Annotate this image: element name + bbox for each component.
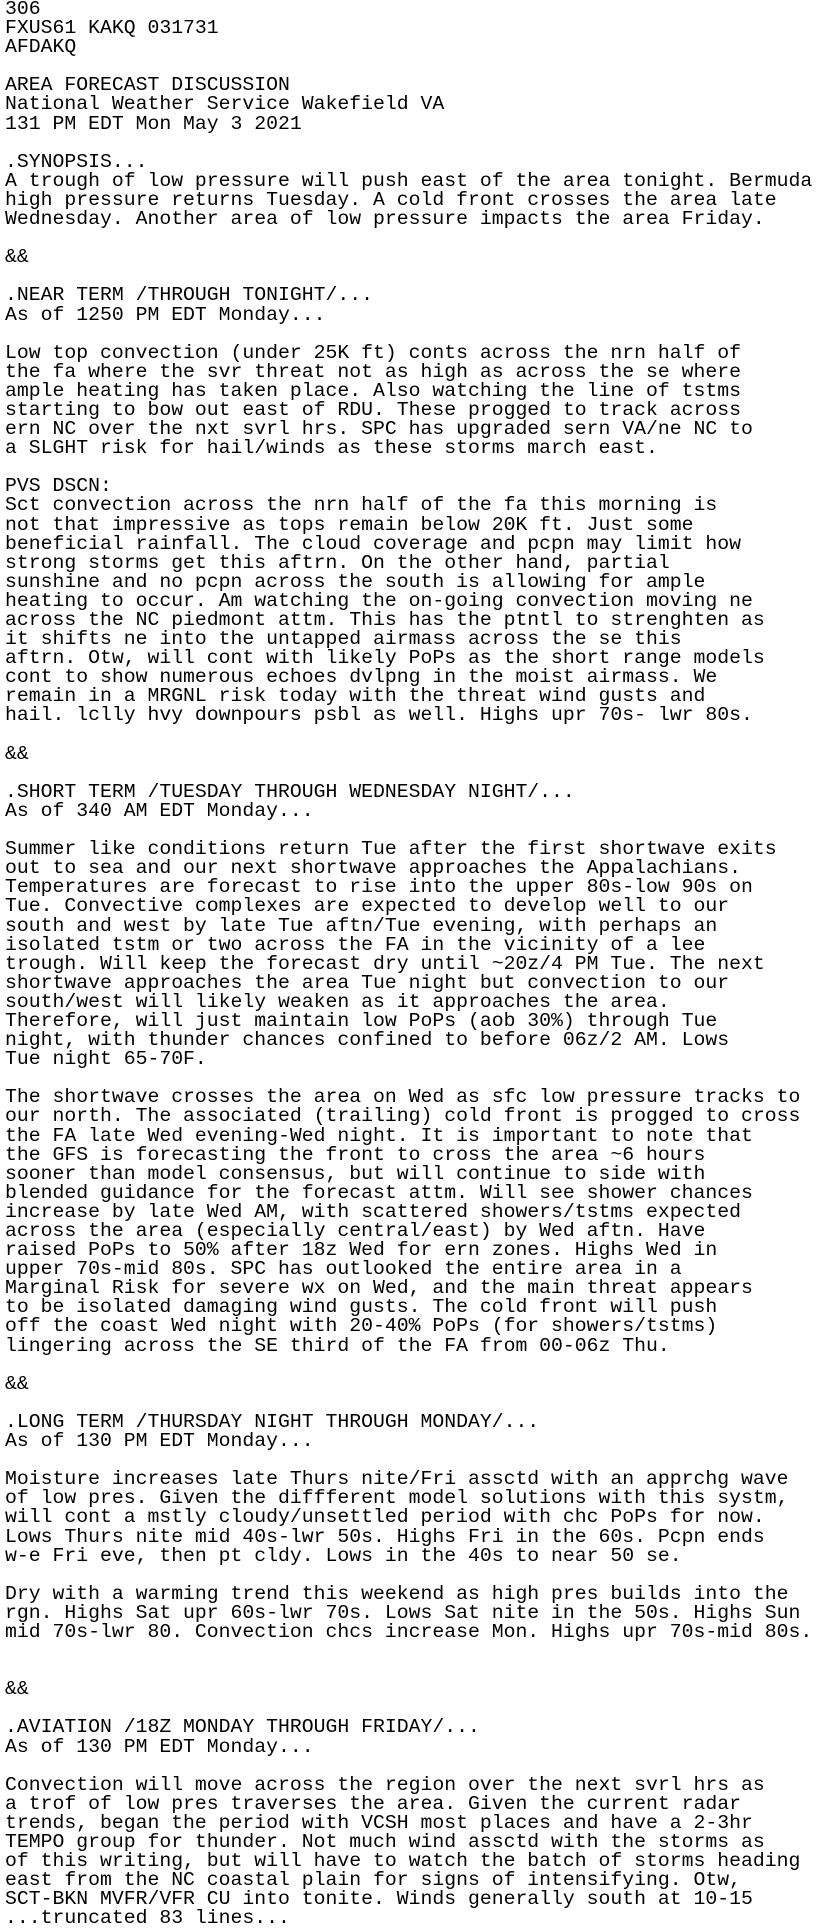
text-line: remain in a MRGNL risk today with the threat wind gusts and [5,685,706,708]
text-line: The shortwave crosses the area on Wed as sfc low pressure tracks to [5,1086,801,1109]
text-line: south/west will likely weaken as it approaches the area. [5,990,670,1013]
text-line: a SLGHT risk for hail/winds as these storms march east. [5,437,658,460]
text-line: increase by late Wed AM, with scattered showers/tstms expected [5,1200,741,1223]
blank-line [5,726,812,745]
forecast-discussion-text [5,0,812,1928]
blank-line [5,1757,812,1776]
blank-line [5,325,812,344]
text-line: rgn. Highs Sat upr 60s-lwr 70s. Lows Sat nite in the 50s. Highs Sun [5,1601,801,1624]
text-line: AREA FORECAST DISCUSSION [5,74,290,97]
text-line: upper 70s-mid 80s. SPC has outlooked the entire area in a [5,1258,682,1281]
blank-line [5,1661,812,1680]
text-line: Tue. Convective complexes are expected to develop well to our [5,895,730,918]
text-line: As of 130 PM EDT Monday... [5,1735,314,1758]
text-line: Summer like conditions return Tue after the first shortwave exits [5,838,777,861]
blank-line [5,458,812,477]
text-line: trough. Will keep the forecast dry until ~20z/4 PM Tue. The next [5,952,765,975]
text-line: across the area (especially central/east) by Wed aftn. Have [5,1220,706,1242]
text-line: the GFS is forecasting the front to cross the area ~6 hours [5,1143,706,1166]
text-line: starting to bow out east of RDU. These progged to track across [5,398,741,421]
text-line: Therefore, will just maintain low PoPs (aob 30%) through Tue [5,1009,718,1032]
text-line: lingering across the SE third of the FA from 00-06z Thu. [5,1334,670,1357]
text-line: As of 130 PM EDT Monday... [5,1430,314,1453]
text-line: sunshine and no pcpn across the south is allowing for ample [5,570,706,593]
text-line: National Weather Service Wakefield VA [5,93,445,116]
text-line: cont to show numerous echoes dvlpng in the moist airmass. We [5,666,718,689]
text-line: PVS DSCN: [5,475,112,498]
text-line: && [5,742,29,765]
text-line: strong storms get this aftrn. On the other hand, partial [5,551,670,574]
text-line: ern NC over the nxt svrl hrs. SPC has upgraded sern VA/ne NC to [5,418,753,441]
blank-line [5,1642,812,1661]
text-line: hail. lclly hvy downpours psbl as well. Highs upr 70s- lwr 80s. [5,704,753,727]
text-line: && [5,246,29,269]
text-line: aftrn. Otw, will cont with likely PoPs as the short range models [5,647,765,670]
text-line: heating to occur. Am watching the on-going convection moving ne [5,589,753,612]
text-line: the FA late Wed evening-Wed night. It is important to note that [5,1124,753,1147]
text-line: AFDAKQ [5,36,77,59]
text-line: out to sea and our next shortwave approaches the Appalachians. [5,857,741,880]
text-line: .SYNOPSIS... [5,150,148,173]
text-line: && [5,1678,29,1701]
text-line: Wednesday. Another area of low pressure impacts the area Friday. [5,208,765,231]
text-line: to be isolated damaging wind gusts. The cold front will push [5,1296,718,1319]
text-line: Moisture increases late Thurs nite/Fri assctd with an apprchg wave [5,1468,789,1491]
text-line: the fa where the svr threat not as high as across the se where [5,360,741,383]
text-line: across the NC piedmont attm. This has the ptntl to strenghten as [5,609,765,631]
text-line: w-e Fri eve, then pt cldy. Lows in the 40s to near 50 se. [5,1544,682,1567]
text-line: .NEAR TERM /THROUGH TONIGHT/... [5,284,373,307]
text-line: it shifts ne into the untapped airmass across the se this [5,628,682,651]
text-line: Sct convection across the nrn half of the fa this morning is [5,494,718,517]
text-line: .AVIATION /18Z MONDAY THROUGH FRIDAY/... [5,1716,480,1739]
text-line: ample heating has taken place. Also watching the line of tstms [5,379,741,402]
text-line: not that impressive as tops remain below 20K ft. Just some [5,513,694,536]
text-line: shortwave approaches the area Tue night but convection to our [5,971,730,994]
text-line: SCT-BKN MVFR/VFR CU into tonite. Winds generally south at 10-15 [5,1888,753,1911]
text-line: Low top convection (under 25K ft) conts across the nrn half of [5,341,741,364]
text-line: As of 1250 PM EDT Monday... [5,303,326,326]
text-line: A trough of low pressure will push east of the area tonight. Bermuda [5,169,813,192]
blank-line [5,764,812,783]
text-line: ...truncated 83 lines... [5,1907,290,1929]
blank-line [5,229,812,248]
text-line: .SHORT TERM /TUESDAY THROUGH WEDNESDAY NIGHT/... [5,780,575,803]
text-line: 131 PM EDT Mon May 3 2021 [5,112,302,135]
text-line: of low pres. Given the diffferent model solutions with this systm, [5,1487,789,1510]
text-line: isolated tstm or two across the FA in the vicinity of a lee [5,933,706,956]
text-line: mid 70s-lwr 80. Convection chcs increase Mon. Highs upr 70s-mid 80s. [5,1620,813,1643]
text-line: blended guidance for the forecast attm. Will see shower chances [5,1181,753,1204]
text-line: night, with thunder chances confined to before 06z/2 AM. Lows [5,1029,730,1052]
text-line: high pressure returns Tuesday. A cold front crosses the area late [5,188,777,211]
text-line: east from the NC coastal plain for signs of intensifying. Otw, [5,1869,741,1892]
text-line: Temperatures are forecast to rise into the upper 80s-low 90s on [5,876,753,899]
text-line: our north. The associated (trailing) cold front is progged to cross [5,1105,801,1128]
text-line: Tue night 65-70F. [5,1048,207,1071]
text-line: Lows Thurs nite mid 40s-lwr 50s. Highs Fri in the 60s. Pcpn ends [5,1525,765,1548]
text-line: Dry with a warming trend this weekend as high pres builds into the [5,1582,789,1605]
text-line: 306 [5,0,41,20]
text-line: Marginal Risk for severe wx on Wed, and the main threat appears [5,1277,753,1300]
text-line: a trof of low pres traverses the area. Given the current radar [5,1792,741,1815]
text-line: .LONG TERM /THURSDAY NIGHT THROUGH MONDAY/... [5,1410,540,1433]
text-line: south and west by late Tue aftn/Tue evening, with perhaps an [5,914,718,937]
text-line: sooner than model consensus, but will continue to side with [5,1162,706,1185]
text-line: off the coast Wed night with 20-40% PoPs (for showers/tstms) [5,1315,718,1338]
text-line: FXUS61 KAKQ 031731 [5,17,219,40]
blank-line [5,1566,812,1585]
text-line: As of 340 AM EDT Monday... [5,799,314,822]
text-line: trends, began the period with VCSH most places and have a 2-3hr [5,1811,753,1834]
blank-line [5,134,812,153]
text-line: will cont a mstly cloudy/unsettled period with chc PoPs for now. [5,1506,765,1529]
text-line: && [5,1372,29,1395]
text-line: Convection will move across the region over the next svrl hrs as [5,1773,765,1796]
text-line: of this writing, but will have to watch the batch of storms heading [5,1850,801,1873]
blank-line [5,1356,812,1375]
text-line: raised PoPs to 50% after 18z Wed for ern zones. Highs Wed in [5,1239,718,1262]
text-line: beneficial rainfall. The cloud coverage and pcpn may limit how [5,532,741,555]
text-line: TEMPO group for thunder. Not much wind assctd with the storms as [5,1831,765,1853]
